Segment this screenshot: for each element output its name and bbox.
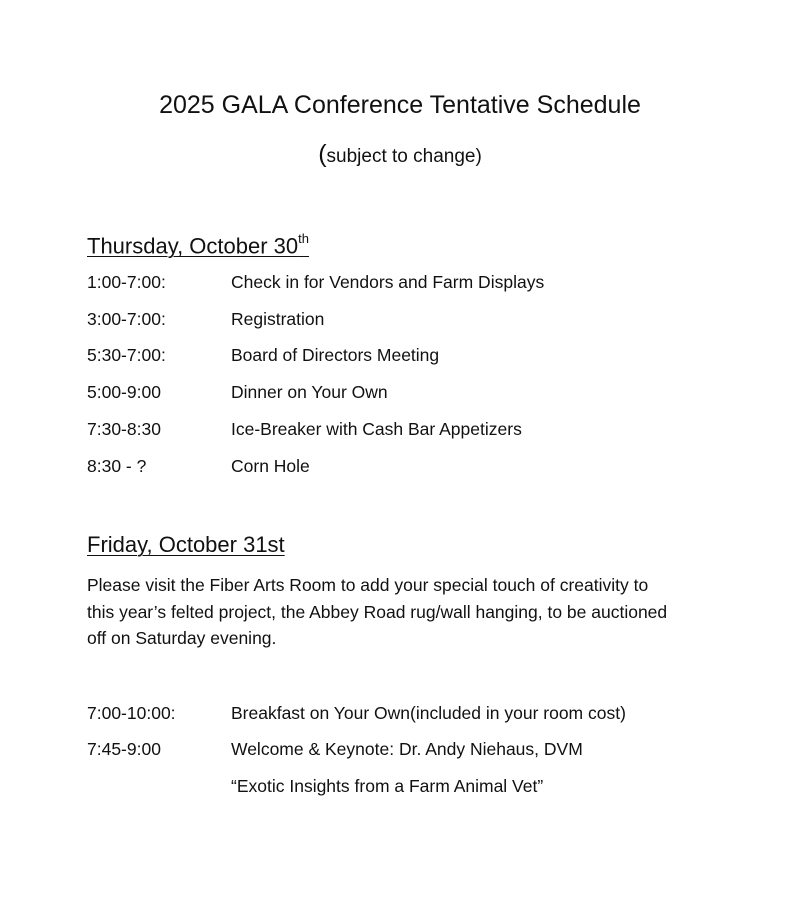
- schedule-row: [87, 416, 727, 442]
- schedule-row: [87, 306, 727, 332]
- schedule-event: Breakfast on Your Own(included in your room cost): [231, 703, 626, 723]
- schedule-row: [87, 700, 727, 726]
- schedule-row: [87, 736, 727, 762]
- schedule-row: [87, 269, 727, 295]
- paragraph-line: Please visit the Fiber Arts Room to add your special touch of creativity to: [87, 575, 649, 595]
- schedule-row: [87, 773, 727, 799]
- friday-intro-paragraph: [87, 572, 727, 652]
- schedule-time: 7:45-9:00: [87, 739, 161, 759]
- paragraph-line: off on Saturday evening.: [87, 628, 277, 648]
- subtitle-text: subject to change): [326, 146, 482, 167]
- schedule-event: Board of Directors Meeting: [231, 345, 440, 365]
- schedule-event: Dinner on Your Own: [231, 382, 388, 402]
- schedule-time: 7:30-8:30: [87, 419, 161, 439]
- subtitle-open-paren: (: [318, 140, 327, 168]
- schedule-event: Ice-Breaker with Cash Bar Appetizers: [231, 419, 522, 439]
- schedule-time: 8:30 - ?: [87, 456, 147, 476]
- thursday-heading-suffix: th: [298, 231, 309, 246]
- thursday-heading-text: Thursday, October 30: [87, 233, 299, 259]
- schedule-time: 1:00-7:00:: [87, 272, 166, 292]
- friday-heading: Friday, October 31st: [87, 532, 285, 557]
- document-subtitle: [0, 139, 800, 172]
- document-title: 2025 GALA Conference Tentative Schedule: [159, 91, 641, 119]
- schedule-time: 3:00-7:00:: [87, 309, 166, 329]
- schedule-row: [87, 379, 727, 405]
- schedule-time: 7:00-10:00:: [87, 703, 176, 723]
- thursday-heading: [87, 226, 309, 261]
- schedule-event: Welcome & Keynote: Dr. Andy Niehaus, DVM: [231, 739, 583, 759]
- schedule-time: 5:30-7:00:: [87, 345, 166, 365]
- schedule-event: Check in for Vendors and Farm Displays: [231, 272, 545, 292]
- schedule-time: 5:00-9:00: [87, 382, 161, 402]
- schedule-event: Registration: [231, 309, 325, 329]
- paragraph-line: this year’s felted project, the Abbey Road rug/wall hanging, to be auctioned: [87, 601, 668, 622]
- schedule-event: Corn Hole: [231, 456, 310, 476]
- schedule-row: [87, 342, 727, 368]
- schedule-event: “Exotic Insights from a Farm Animal Vet”: [231, 776, 544, 796]
- schedule-row: [87, 453, 727, 479]
